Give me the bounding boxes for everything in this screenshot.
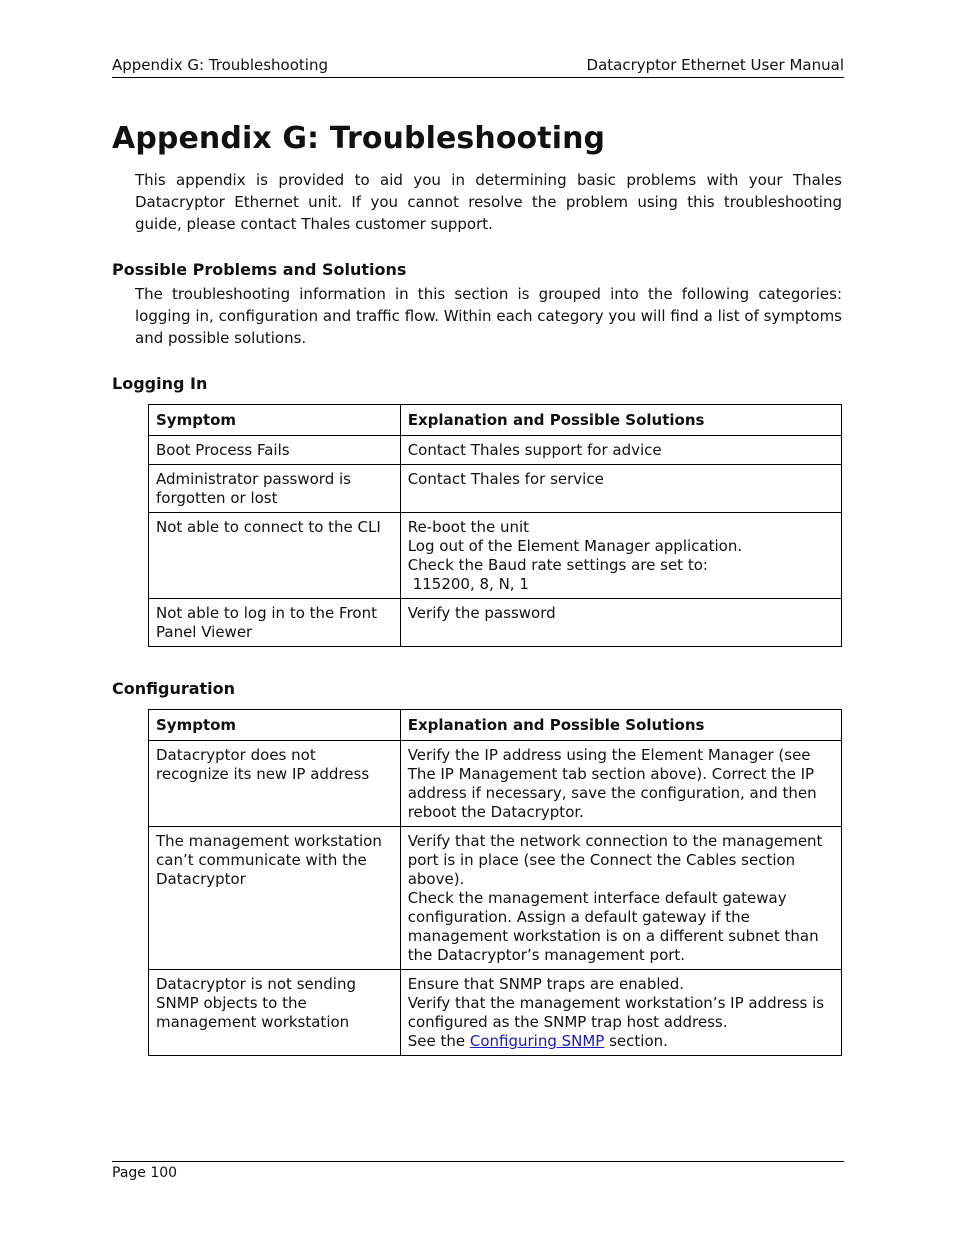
symptom-cell: Not able to log in to the Front Panel Viewer bbox=[149, 599, 401, 647]
logging-table bbox=[148, 404, 842, 647]
table-row bbox=[149, 741, 842, 827]
solution-line: Verify the password bbox=[407, 604, 556, 622]
solution-cell bbox=[400, 827, 841, 970]
table-row bbox=[149, 513, 842, 599]
solution-line: Verify that the network connection to the management port is in place (see the Connect the Cables section above). bbox=[407, 832, 823, 888]
table-row bbox=[149, 465, 842, 513]
solution-cell bbox=[400, 970, 841, 1056]
solution-cell bbox=[400, 741, 841, 827]
table-header-row bbox=[149, 405, 842, 436]
solution-cell bbox=[400, 599, 841, 647]
symptom-cell: Datacryptor does not recognize its new IP address bbox=[149, 741, 401, 827]
solution-line: Ensure that SNMP traps are enabled. bbox=[407, 975, 685, 993]
symptom-cell: Not able to connect to the CLI bbox=[149, 513, 401, 599]
solution-line: Log out of the Element Manager application. bbox=[407, 537, 743, 555]
symptom-cell: Datacryptor is not sending SNMP objects to the management workstation bbox=[149, 970, 401, 1056]
solution-line: Contact Thales for service bbox=[407, 470, 604, 488]
solution-line: Check the Baud rate settings are set to: bbox=[407, 556, 708, 574]
column-header-solutions: Explanation and Possible Solutions bbox=[400, 710, 841, 741]
solution-cell bbox=[400, 465, 841, 513]
section-heading-logging: Logging In bbox=[112, 374, 208, 393]
table-row bbox=[149, 827, 842, 970]
header-right: Datacryptor Ethernet User Manual bbox=[586, 56, 844, 74]
column-header-solutions: Explanation and Possible Solutions bbox=[400, 405, 841, 436]
column-header-symptom: Symptom bbox=[149, 405, 401, 436]
column-header-symptom: Symptom bbox=[149, 710, 401, 741]
intro-paragraph: This appendix is provided to aid you in determining basic problems with your Thales Datacryptor Ethernet unit. If you cannot resolve the problem using this troubleshooting guide, please contact Thales customer support. bbox=[135, 171, 842, 233]
solution-cell bbox=[400, 513, 841, 599]
page-footer bbox=[112, 1161, 844, 1181]
solution-line: Re-boot the unit bbox=[407, 518, 530, 536]
table-row bbox=[149, 599, 842, 647]
header-left: Appendix G: Troubleshooting bbox=[112, 56, 328, 74]
page-title: Appendix G: Troubleshooting bbox=[112, 121, 606, 156]
symptom-cell: Boot Process Fails bbox=[149, 436, 401, 465]
solution-line: 115200, 8, N, 1 bbox=[412, 575, 529, 593]
page-number: Page 100 bbox=[112, 1165, 178, 1181]
solution-cell bbox=[400, 436, 841, 465]
symptom-cell: Administrator password is forgotten or lost bbox=[149, 465, 401, 513]
table-header-row bbox=[149, 710, 842, 741]
section-heading-problems: Possible Problems and Solutions bbox=[112, 260, 407, 279]
section-paragraph-problems: The troubleshooting information in this section is grouped into the following categories: logging in, configuration and traffic flow. Within each category you will find a list of symptoms and possible solutions. bbox=[135, 285, 842, 347]
table-row bbox=[149, 970, 842, 1056]
section-heading-configuration: Configuration bbox=[112, 679, 236, 698]
table-row bbox=[149, 436, 842, 465]
solution-line: Contact Thales support for advice bbox=[407, 441, 662, 459]
solution-line: Check the management interface default gateway configuration. Assign a default gateway if the management workstation is on a different subnet than the Datacryptor’s management port. bbox=[407, 889, 819, 964]
solution-line: Verify the IP address using the Element Manager (see The IP Management tab section above). Correct the IP address if necessary, save the configuration, and then reboot the Datacryptor. bbox=[407, 746, 817, 821]
page-header bbox=[112, 56, 844, 78]
see-prefix: See the bbox=[407, 1032, 470, 1050]
symptom-cell: The management workstation can’t communicate with the Datacryptor bbox=[149, 827, 401, 970]
see-suffix: section. bbox=[604, 1032, 668, 1050]
configuring-snmp-link[interactable]: Configuring SNMP bbox=[469, 1032, 605, 1050]
solution-line: Verify that the management workstation’s IP address is configured as the SNMP trap host address. bbox=[407, 994, 825, 1031]
configuration-table bbox=[148, 709, 842, 1056]
solution-line-see bbox=[408, 1032, 834, 1051]
